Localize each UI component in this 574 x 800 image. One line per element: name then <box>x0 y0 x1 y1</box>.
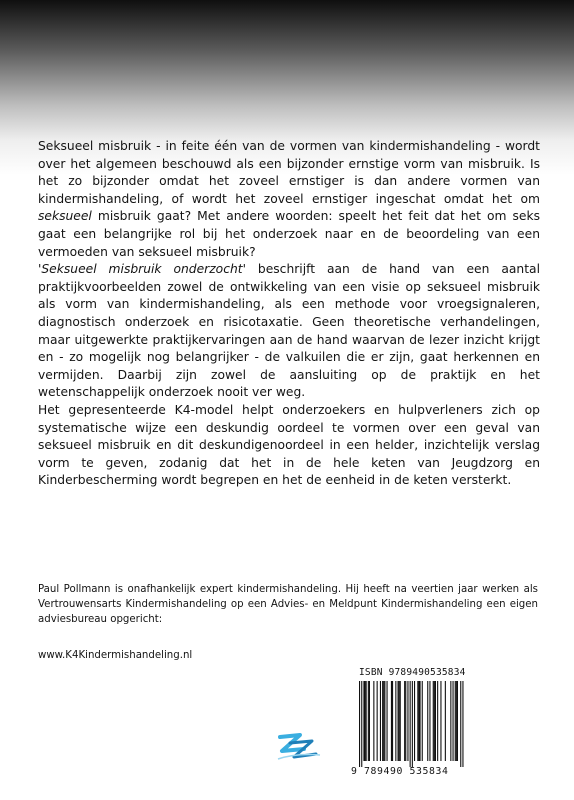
barcode-bar <box>437 681 438 761</box>
barcode-bar <box>434 681 435 761</box>
barcode-bar <box>429 681 430 761</box>
barcode-bar <box>433 681 434 761</box>
barcode-bar <box>404 681 405 761</box>
barcode-bar <box>412 681 413 767</box>
barcode-bar <box>391 681 392 761</box>
website-url: www.K4Kindermishandeling.nl <box>38 650 193 661</box>
barcode-bar <box>456 681 457 761</box>
blurb <box>38 138 540 490</box>
barcode-bar <box>368 681 369 761</box>
isbn-digits: 9 789490 535834 <box>351 766 449 777</box>
barcode-bar <box>417 681 418 761</box>
barcode-bar <box>366 681 367 761</box>
book-title-reference: 'Seksueel misbruik onderzocht' <box>38 262 246 277</box>
author-bio: Paul Pollmann is onafhankelijk expert kindermishandeling. Hij heeft na veertien jaar werken als Vertrouwensarts Kindermishandeling op een Advies- en Meldpunt Kindermishandeling een eigen adviesbureau opgericht: <box>38 584 538 626</box>
barcode-bar <box>435 681 436 761</box>
barcode-bar <box>457 681 458 761</box>
barcode-bar <box>399 681 400 761</box>
barcode <box>345 667 471 785</box>
barcode-bar <box>380 681 381 761</box>
barcode-bar <box>373 681 374 761</box>
barcode-bar <box>400 681 401 761</box>
barcode-bars <box>351 681 466 767</box>
barcode-bar <box>410 681 411 767</box>
barcode-bar <box>377 681 378 761</box>
barcode-bar <box>418 681 419 761</box>
barcode-bar <box>361 681 362 767</box>
barcode-bar <box>407 681 408 761</box>
barcode-bar <box>453 681 454 761</box>
blurb-paragraph-3: Het gepresenteerde K4-model helpt onderzoekers en hulpverleners zich op systematische wijze een deskundig oordeel te vormen over een geval van seksueel misbruik en dit deskundigenoordeel in een helder, inzichtelijk verslag vorm te geven, zodanig dat het in de hele keten van Jeugdzorg en Kinderbescherming wordt begrepen en het de eenheid in de keten versterkt. <box>38 402 540 488</box>
barcode-bar <box>405 681 406 761</box>
barcode-bar <box>440 681 441 761</box>
barcode-bar <box>455 681 456 761</box>
barcode-bar <box>369 681 370 761</box>
zz-publisher-logo-icon <box>274 729 322 763</box>
barcode-bar <box>445 681 446 761</box>
barcode-bar <box>450 681 451 761</box>
barcode-bar <box>462 681 463 767</box>
barcode-bar <box>384 681 385 761</box>
barcode-bar <box>359 681 360 767</box>
barcode-bar <box>420 681 421 761</box>
blurb-paragraph-1: Seksueel misbruik - in feite één van de vormen van kindermishandeling - wordt over het algemeen beschouwd als een bijzonder ernstige vorm van misbruik. Is het zo bijzonder omdat het zoveel ernstiger is dan andere vormen van kindermishandeling, of wordt het zoveel ernstiger ingeschat omdat het om seksueel misbruik gaat? Met andere woorden: speelt het feit dat het om seks gaat een belangrijke rol bij het onderzoek naar en de beoordeling van een vermoeden van seksueel misbruik? <box>38 139 540 259</box>
emphasis-seksueel: seksueel <box>38 209 92 224</box>
barcode-bar <box>383 681 384 761</box>
barcode-bar <box>427 681 428 761</box>
barcode-bar <box>395 681 396 761</box>
barcode-bar <box>365 681 366 761</box>
barcode-bar <box>422 681 423 761</box>
isbn-label: ISBN 9789490535834 <box>359 667 466 678</box>
barcode-bar <box>398 681 399 761</box>
barcode-bar <box>363 681 364 761</box>
barcode-bar <box>460 681 461 767</box>
barcode-bar <box>392 681 393 761</box>
blurb-paragraph-2: 'Seksueel misbruik onderzocht' beschrijft aan de hand van een aantal praktijkvoorbeelden zowel de ontwikkeling van een visie op seksueel misbruik als vorm van kindermishandeling, als een methode voor vroegsignaleren, diagnostisch onderzoek en risicotaxatie. Geen theoretische verhandelingen, maar uitgewerkte praktijkervaringen aan de hand waarvan de lezer inzicht krijgt en - zo mogelijk nog belangrijker - de valkuilen die er zijn, gaat herkennen en vermijden. Daarbij zijn zowel de aansluiting op de praktijk en het wetenschappelijk onderzoek nooit ver weg. <box>38 262 540 400</box>
barcode-bar <box>382 681 383 761</box>
barcode-bar <box>414 681 415 761</box>
barcode-bar <box>387 681 388 761</box>
